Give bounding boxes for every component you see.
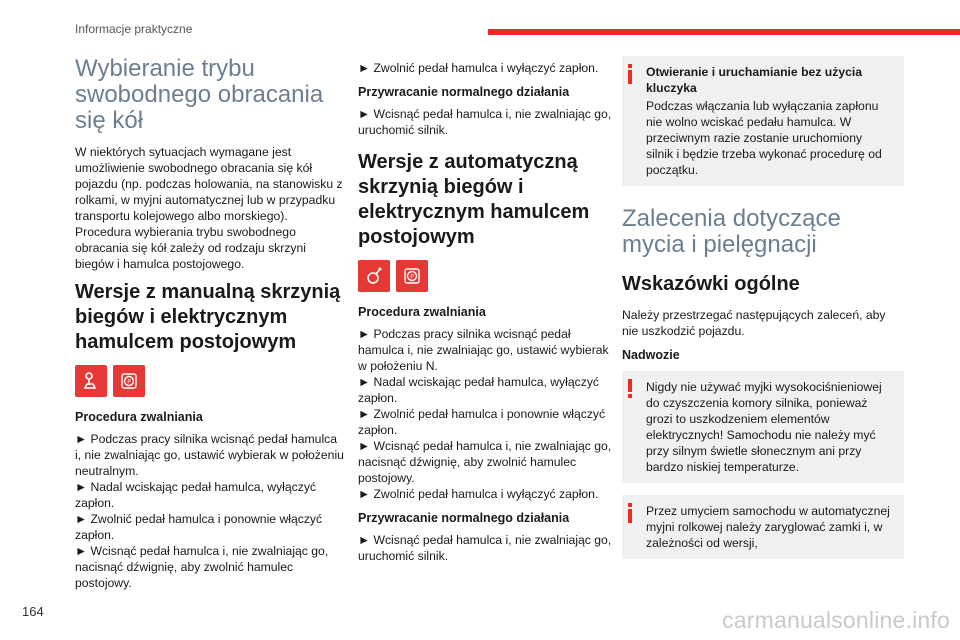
running-header: Informacje praktyczne [75,22,193,36]
info-box-text: Podczas włączania lub wyłączania zapłonu nie wolno wciskać pedału hamulca. W przeciwnym razie zostanie uruchomiony silnik i będzie trzeba wykonać procedurę od początku. [646,99,882,177]
column-1 [75,56,345,599]
general-tips-heading: Wskazówki ogólne [622,273,800,295]
intro-paragraph: W niektórych sytuacjach wymagane jest umożliwienie swobodnego obracania się kół pojazdu (np. podczas holowania, na stanowisku z rolkami, w myjni automatycznej lub w przypadku transportu kolejowego albo morskiego). Procedura wybierania trybu swobodnego obracania się kół zależy od rodzaju skrzyni biegów i hamulca postojowego. [75,145,343,271]
restore-normal-heading: Przywracanie normalnego działania [358,511,570,525]
manual-gear-icon [75,365,107,397]
step: ► Nadal wciskając pedał hamulca, wyłączyć zapłon. [75,480,317,510]
column-2 [358,60,620,572]
page-number: 164 [22,604,44,619]
step: ► Wcisnąć pedał hamulca i, nie zwalniając go, uruchomić silnik. [358,533,612,563]
steps-list [75,431,345,591]
step: ► Zwolnić pedał hamulca i ponownie włączyć zapłon. [75,512,323,542]
steps-list [358,60,620,76]
info-box-keyless [622,56,904,186]
warning-box [622,371,904,483]
steps-list [358,326,620,502]
restore-normal-heading: Przywracanie normalnego działania [358,85,570,99]
info-box-text: Przez umyciem samochodu w automatycznej myjni rolkowej należy zaryglować zamki i, w zależności od wersji, [646,504,890,550]
info-box-car-wash [622,495,904,559]
section-title-washing: Zalecenia dotyczące mycia i pielęgnacji [622,205,841,258]
bodywork-heading: Nadwozie [622,348,680,362]
step: ► Wcisnąć pedał hamulca i, nie zwalniając go, nacisnąć dźwignię, aby zwolnić hamulec postojowy. [358,439,612,485]
release-procedure-heading: Procedura zwalniania [75,410,203,424]
info-box-title: Otwieranie i uruchamianie bez użycia kluczyka [646,65,863,95]
intro-paragraph: Należy przestrzegać następujących zaleceń, aby nie uszkodzić pojazdu. [622,308,886,338]
watermark: carmanualsonline.info [722,607,950,633]
column-3 [622,56,904,571]
steps-list [358,532,620,564]
steps-list [358,106,620,138]
warning-box-text: Nigdy nie używać myjki wysokociśnieniowej do czyszczenia komory silnika, ponieważ grozi to uszkodzeniem elementów elektrycznych! Samochodu nie należy myć przy silnym świetle słonecznym ani przy bardzo niskiej temperaturze. [646,380,882,474]
info-icon [628,503,632,523]
release-procedure-heading: Procedura zwalniania [358,305,486,319]
automatic-gearbox-heading: Wersje z automatyczną skrzynią biegów i elektrycznym hamulcem postojowym [358,151,590,248]
parking-brake-icon [113,365,145,397]
step: ► Wcisnąć pedał hamulca i, nie zwalniając go, nacisnąć dźwignię, aby zwolnić hamulec postojowy. [75,544,329,590]
step: ► Zwolnić pedał hamulca i ponownie włączyć zapłon. [358,407,606,437]
step: ► Zwolnić pedał hamulca i wyłączyć zapłon. [358,61,599,75]
icon-row [358,260,620,292]
parking-brake-icon [396,260,428,292]
step: ► Zwolnić pedał hamulca i wyłączyć zapłon. [358,487,599,501]
manual-gearbox-heading: Wersje z manualną skrzynią biegów i elektrycznym hamulcem postojowym [75,281,341,353]
step: ► Podczas pracy silnika wcisnąć pedał hamulca i, nie zwalniając go, ustawić wybierak w położeniu N. [358,327,609,373]
step: ► Podczas pracy silnika wcisnąć pedał hamulca i, nie zwalniając go, ustawić wybierak w położeniu neutralnym. [75,432,344,478]
info-icon [628,64,632,84]
section-title-free-wheel: Wybieranie trybu swobodnego obracania się kół [75,55,324,134]
step: ► Nadal wciskając pedał hamulca, wyłączyć zapłon. [358,375,600,405]
svg-text:P: P [410,273,414,281]
automatic-gear-icon [358,260,390,292]
icon-row [75,365,345,397]
step: ► Wcisnąć pedał hamulca i, nie zwalniając go, uruchomić silnik. [358,107,612,137]
warning-icon [628,379,632,398]
svg-text:P: P [127,378,131,386]
header-accent-bar [488,29,960,35]
